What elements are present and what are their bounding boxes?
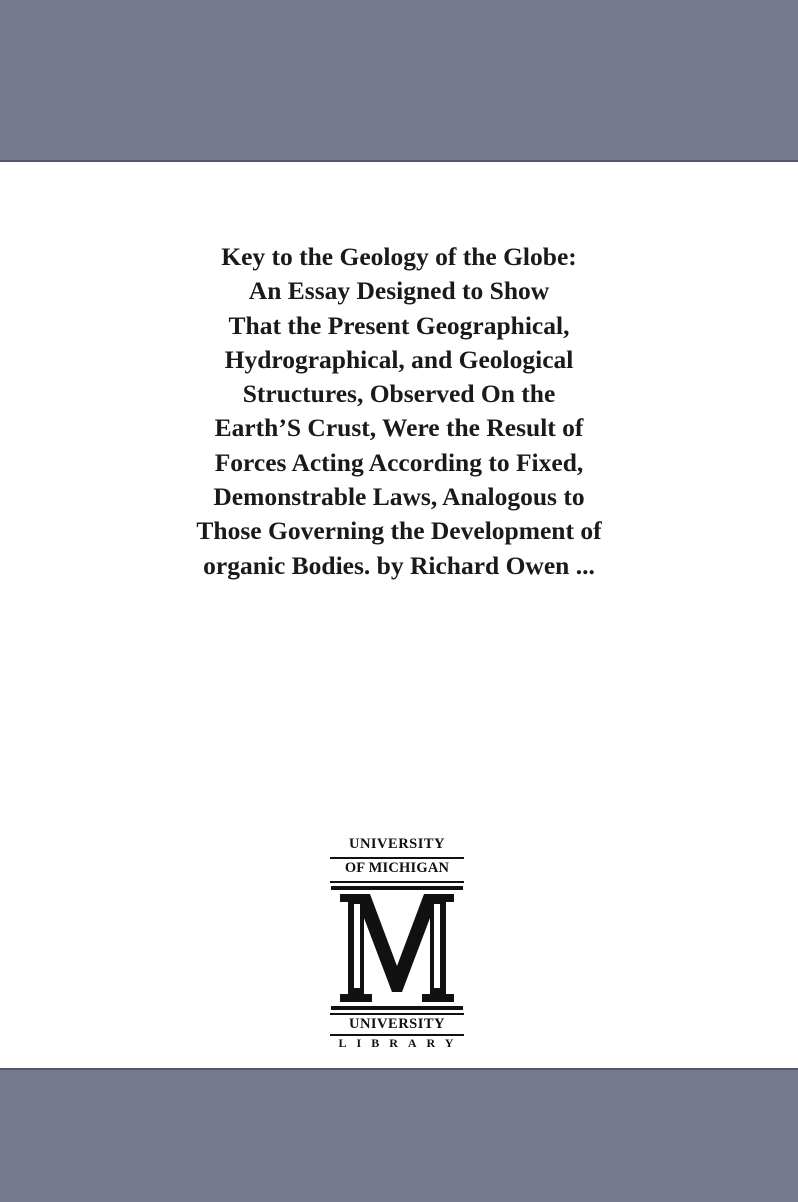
title-line: Demonstrable Laws, Analogous to xyxy=(213,482,585,512)
title-line: Hydrographical, and Geological xyxy=(224,344,574,374)
title-line: Key to the Geology of the Globe: xyxy=(221,242,577,271)
title-line: Those Governing the Development of xyxy=(196,516,602,546)
university-of-michigan-library-logo xyxy=(330,836,464,1056)
logo-text-library: LIBRARY xyxy=(338,1036,464,1050)
logo-rule xyxy=(330,1013,464,1015)
title-line: Structures, Observed On the xyxy=(242,379,556,409)
logo-text-university: UNIVERSITY xyxy=(348,836,446,852)
logo-rule xyxy=(330,881,464,883)
m-emblem-icon xyxy=(330,884,464,1012)
title-line: Forces Acting According to Fixed, xyxy=(214,447,584,477)
title-line: An Essay Designed to Show xyxy=(248,276,550,306)
title-line: That the Present Geographical, xyxy=(228,310,570,340)
logo-rule xyxy=(330,857,464,859)
bottom-color-band xyxy=(0,1068,798,1202)
logo-text-of-michigan: OF MICHIGAN xyxy=(344,860,450,876)
logo-text-university: UNIVERSITY xyxy=(348,1016,446,1032)
title-line: organic Bodies. by Richard Owen ... xyxy=(203,550,595,580)
title-line: Earth’S Crust, Were the Result of xyxy=(214,413,584,443)
top-color-band xyxy=(0,0,798,162)
book-title xyxy=(60,240,738,583)
